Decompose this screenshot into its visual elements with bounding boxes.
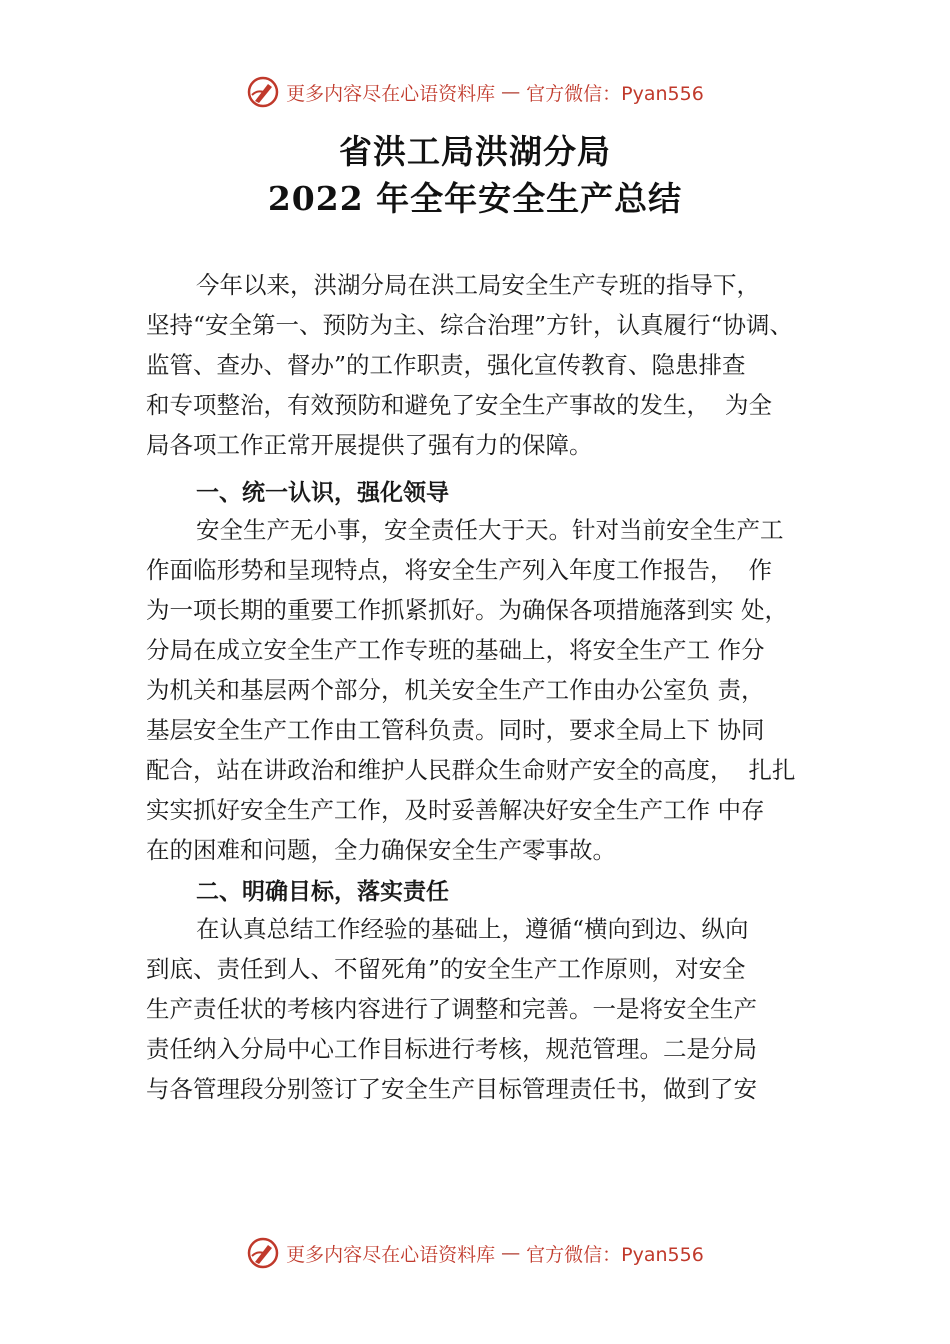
pen-logo-icon [246,1236,280,1270]
text-line: 今年以来，洪湖分局在洪工局安全生产专班的指导下， [196,271,760,299]
text-line: 到底、责任到人、不留死角”的安全生产工作原则，对安全 [146,955,746,983]
text-line: 实实抓好安全生产工作，及时妥善解决好安全生产工作 中存 [146,796,765,824]
banner-separator: — [501,81,521,103]
footer-watermark-banner [0,1233,950,1273]
text-line: 为机关和基层两个部分，机关安全生产工作由办公室负 责， [146,676,765,704]
text-line: 生产责任状的考核内容进行了调整和完善。一是将安全生产 [146,995,757,1023]
text-line: 在认真总结工作经验的基础上，遵循“横向到边、纵向 [196,915,749,943]
text-line: 责任纳入分局中心工作目标进行考核，规范管理。二是分局 [146,1035,757,1063]
section-heading-text: 二、明确目标，落实责任 [196,879,449,905]
text-line: 在的困难和问题，全力确保安全生产零事故。 [146,836,616,864]
banner-separator: — [501,1242,521,1264]
text-line: 与各管理段分别签订了安全生产目标管理责任书，做到了安 [146,1075,757,1103]
text-line: 作面临形势和呈现特点，将安全生产列入年度工作报告， 作 [146,556,772,584]
header-watermark-banner [0,72,950,112]
document-title-line2: 2022 年全年安全生产总结 [267,179,683,218]
text-line: 配合，站在讲政治和维护人民群众生命财产安全的高度， 扎扎 [146,756,796,784]
text-line: 和专项整治，有效预防和避免了安全生产事故的发生， 为全 [146,391,772,419]
banner-wechat: 官方微信：Pyan556 [526,1243,704,1266]
text-line: 分局在成立安全生产工作专班的基础上，将安全生产工 作分 [146,636,765,664]
pen-logo-icon [246,75,280,109]
text-line: 基层安全生产工作由工管科负责。同时，要求全局上下 协同 [146,716,765,744]
text-line: 为一项长期的重要工作抓紧抓好。为确保各项措施落到实 处， [146,596,788,624]
banner-text: 更多内容尽在心语资料库 [286,82,496,105]
document-title-line1: 省洪工局洪湖分局 [339,132,611,171]
banner-wechat: 官方微信：Pyan556 [526,82,704,105]
section-heading-text: 一、统一认识，强化领导 [196,480,449,506]
banner-text: 更多内容尽在心语资料库 [286,1243,496,1266]
text-line: 坚持“安全第一、预防为主、综合治理”方针，认真履行“协调、 [146,311,794,339]
text-line: 局各项工作正常开展提供了强有力的保障。 [146,431,593,459]
text-line: 安全生产无小事，安全责任大于天。针对当前安全生产工 [196,516,784,544]
text-line: 监管、查办、督办”的工作职责，强化宣传教育、隐患排查 [146,351,746,379]
